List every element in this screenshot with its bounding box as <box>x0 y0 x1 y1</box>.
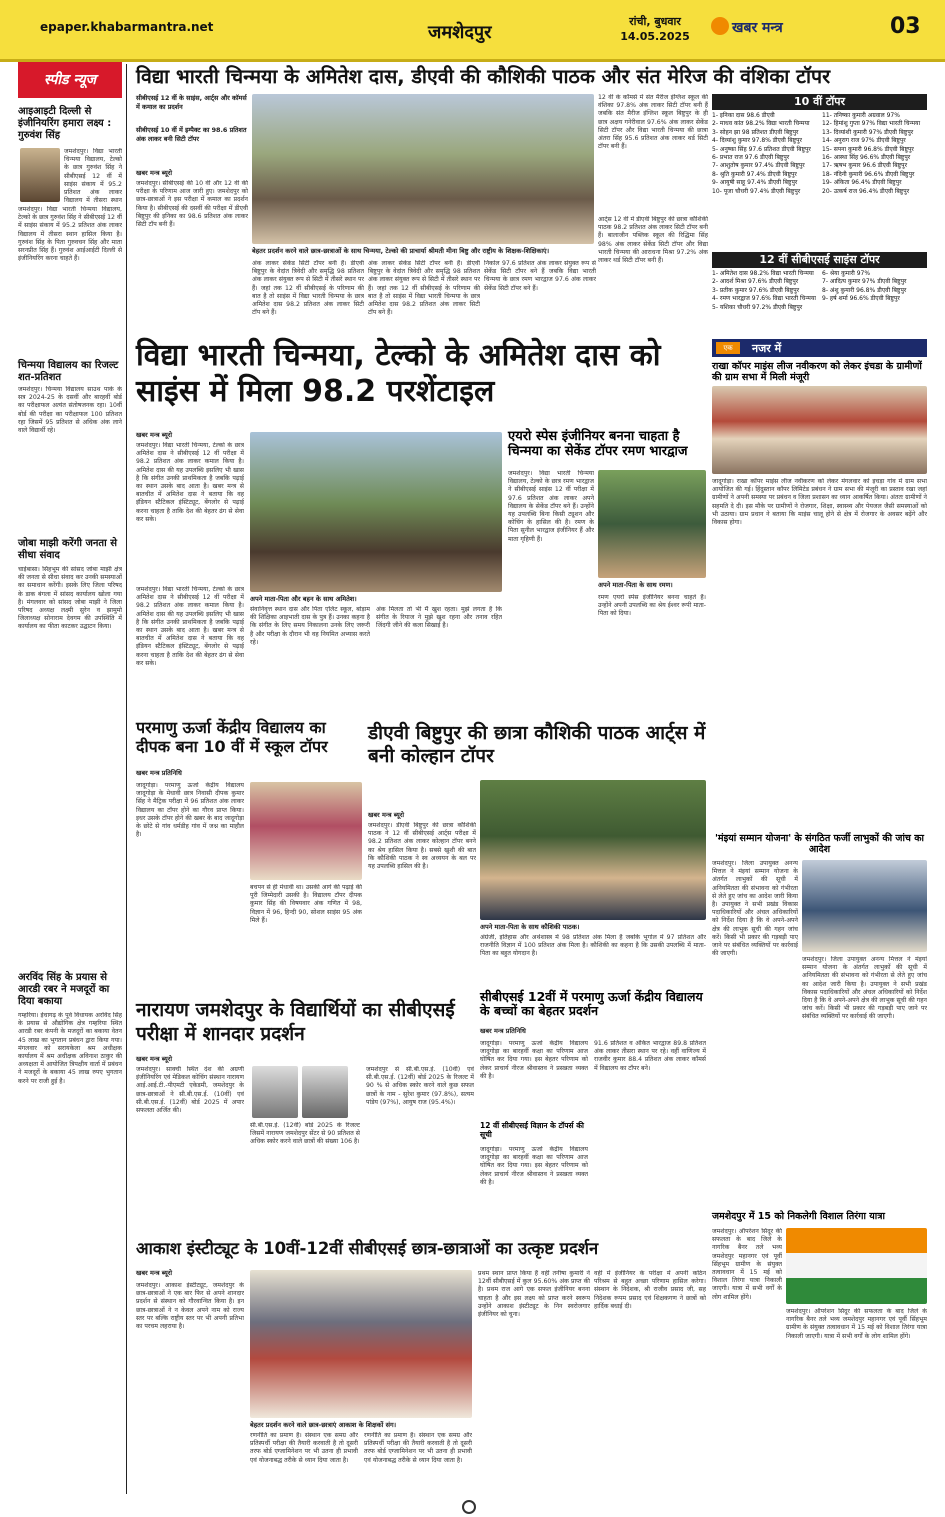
top-story-headline: विद्या भारती चिन्मया के अमितेश दास, डीएवी की कौशिकी पाठक और संत मेरिज की वंशिका टॉपर <box>136 65 831 88</box>
top-story-body1: जमशेदपुर। सीबीएसई की 10 वीं और 12 वीं की परीक्षा के परिणाम आज जारी हुए। जमशेदपुर को छात्र-छात्राओं ने इस परीक्षा में कमाल का प्रदर्शन किया है। सीबीएसई की दसवीं की परीक्षा में डीएवी बिष्टुपुर की इनिका का 98.6 प्रतिशत अंक लाकर सिटी टॉप बनी हैं। <box>136 180 248 229</box>
dc-office-photo <box>802 860 927 952</box>
topper-row: 14- अनुराग राज 97% डीएवी बिष्टुपुर <box>822 137 906 145</box>
aakash-body4: वहीं में इंजीनियर के परीक्षा में अपनी कठिन परिश्रम से बहुत अच्छा परिणाम हासिल करेगा। संस्थान के निदेशक, श्री राजीव प्रसाद जी, सह निदेशक रूपम प्रसाद एवं शिक्षकगण ने छात्रों को हार्दिक बधाई दी। <box>594 1270 706 1310</box>
topper-row: 5- अनुष्का सिंह 97.6 प्रतिशत डीएवी बिष्टुपुर <box>712 145 811 153</box>
speed-news-badge: स्पीड न्यूज <box>18 62 122 98</box>
rakha-headline: राखा कॉपर माइंस लीज नवीकरण को लेकर इंचडा के ग्रामीणों की ग्राम सभा में मिली मंजूरी <box>712 361 922 383</box>
aecs-headline: परमाणु ऊर्जा केंद्रीय विद्यालय का दीपक बना 10 वीं में स्कूल टॉपर <box>136 718 328 756</box>
topper-row: 15- सपना कुमारी 96.8% डीएवी बिष्टुपुर <box>822 145 914 153</box>
left-story2-body: जमशेदपुर। चिन्मया विद्यालय साउथ पार्क के सत्र 2024-25 के दसवीं और बारहवीं बोर्ड का परीक्षाफल अत्यंत संतोषजनक रहा। 10वीं बोर्ड की परीक्षा का परीक्षाफल 100 प्रतिशत रहा जिसमें 95 प्रतिशत से अधिक अंक लाने वाले विद्यार्थी रहे। <box>18 386 122 435</box>
kaushiki-byline: खबर मन्त्र ब्यूरो <box>368 811 405 819</box>
amitesh-body3: अंक मिलता तो भी मैं खुश रहता। मुझे लगता है कि संगीत के रियाज ने मुझे खुश रहना और तनाव रहित जिंदगी जीने की कला सिखाई है। <box>376 606 502 630</box>
page-number: 03 <box>890 14 921 39</box>
left-story4-body: गम्हरिया। ईचागढ़ के पूर्व विधायक अरविंद सिंह के प्रयास से औद्योगिक क्षेत्र गम्हरिया स्थित आरडी रबर कंपनी के मजदूरों का बकाया वेतन 45 लाख का भुगतान प्रबंधन द्वारा किया गया। मंगलवार को सरायकेला श्रम अधीक्षक कार्यालय में श्रम अधीक्षक अविनाश ठाकुर की अध्यक्षता में आयोजित त्रिपक्षीय वार्ता में प्रबंधन ने मजदूरों के बकाया 45 लाख रुपए भुगतान करने पर राजी हुई है। <box>18 1012 122 1085</box>
class10-toppers-list-right <box>822 112 928 196</box>
topper-row: 20- उत्कर्ष राज 96.4% डीएवी बिष्टुपुर <box>822 187 910 195</box>
raman-body2: रमण एयरो स्पेस इंजीनियर बनना चाहते हैं। उन्होंने अपनी उपलब्धि का श्रेय ईश्वर रूपी माता-पिता को दिया। <box>598 594 706 618</box>
topper-row: 8- श्रुति कुमारी 97.4% डीएवी बिष्टुपुर <box>712 170 797 178</box>
kaushiki-photo-caption: अपने माता-पिता के साथ कौशिकी पाठक। <box>480 923 580 931</box>
aecs12-byline: खबर मन्त्र प्रतिनिधि <box>480 1027 526 1035</box>
amitesh-byline: खबर मन्त्र ब्यूरो <box>136 431 173 439</box>
amitesh-body: जमशेदपुर। विद्या भारती चिन्मया, टेल्को के छात्र अमितेश दास ने सीबीएसई 12 वीं परीक्षा में 98.2 प्रतिशत अंक लाकर कमाल किया है। अमितेश दास की यह उपलब्धि इसलिए भी खास है कि संगीत उनकी प्राथमिकता है जबकि पढ़ाई का स्थान उसके बाद आता है। खबर मन्त्र से बातचीत में अमितेश दास ने बताया कि वह इंडियन स्टैटिकल इंस्टिट्यूट, बेंगलोर से पढ़ाई करना चाहता है ताकि देश की बेहतर ढंग से सेवा कर सके। <box>136 442 244 523</box>
class12-toppers-list-left <box>712 270 820 312</box>
top-story-body2: अंक लाकर सेकेंड सिटी टॉपर बनी हैं। डीएवी बिष्टुपुर के वेदांत त्रिवेदी और समृद्धि 98 प्रतिशत अंक लाकर संयुक्त रूप से सिटी में तीसरे स्थान पर हैं। जहां तक 12 वीं सीबीएसई के परिणाम की बात है तो साइंस में विद्या भारती चिन्मया के छात्र अमितेश दास 98.2 प्रतिशत अंक लाकर सिटी टॉप बने हैं। <box>252 260 364 317</box>
tiranga-headline: जमशेदपुर में 15 को निकलेगी विशाल तिरंगा यात्रा <box>712 1211 885 1222</box>
rakha-body: जादूगोड़ा। राखा कॉपर माइंस लीज नवीकरण को लेकर मंगलवार को इचड़ा गांव में ग्राम सभा आयोजित की गई। हिंदुस्तान कॉपर लिमिटेड प्रबंधन ने ग्राम सभा की मंजूरी का प्रस्ताव रखा जहां ग्रामीणों ने अपनी समस्या पर प्रबंधन व जिला प्रशासन का ध्यान आकर्षित किया। अंततः ग्रामीणों ने सहमति दे दी। इस मौके पर ग्रामीणों ने रोजगार, शिक्षा, स्वास्थ्य और पेयजल जैसी समस्याओं को भी उठाया। ग्राम प्रधान ने बताया कि माइंस चालू होने से क्षेत्र में रोजगार के अवसर बढ़ेंगे और विकास होगा। <box>712 478 927 527</box>
aecs12-body2: 91.6 प्रतिशत व अंकित भारद्वाज 89.8 प्रतिशत अंक लाकर तीसरा स्थान पर रहे। वहीं वाणिज्य में राजवीर कुमार 88.4 प्रतिशत अंक लाकर कॉमर्स में विद्यालय का टॉपर बने। <box>594 1040 706 1072</box>
kaushiki-headline: डीएवी बिष्टुपुर की छात्रा कौशिकी पाठक आर्ट्स में बनी कोल्हान टॉपर <box>368 722 706 767</box>
dateline <box>615 14 695 44</box>
topper-row: 16- आस्था सिंह 96.6% डीएवी बिष्टुपुर <box>822 154 911 162</box>
top-story-byline: खबर मन्त्र ब्यूरो <box>136 169 173 177</box>
topper-row: 13- दिव्यांशी कुमारी 97% डीएवी बिष्टुपुर <box>822 128 914 136</box>
maiyan-body: जमशेदपुर। जिला उपायुक्त अनन्य मित्तल ने मंइयां सम्मान योजना के अंतर्गत लाभुकों की सूची में अनियमितता की संभावना को गंभीरता से लेते हुए जांच का आदेश जारी किया है। उपायुक्त ने सभी प्रखंड विकास पदाधिकारियों और अंचल अधिकारियों को निर्देश दिया है कि वे अपने-अपने क्षेत्र की लाभुक सूची की गहन जांच करें। किसी भी प्रकार की गड़बड़ी पाए जाने पर संबंधित व्यक्तियों पर कार्रवाई की जाएगी। <box>712 860 798 958</box>
class12-science-toppers-title: 12 वीं सीबीएसई साइंस टॉपर <box>712 252 927 268</box>
top-story-bullet2: सीबीएसई 10 वीं में इम्पैक्ट का 98.6 प्रतिशत अंक लाकर बनी सिटी टॉपर <box>136 126 247 143</box>
topper-row: 4- दिव्यांशु कुमार 97.8% डीएवी बिष्टुपुर <box>712 137 803 145</box>
aakash-body: जमशेदपुर। आकाश इंस्टीट्यूट, जमशेदपुर के छात्र-छात्राओं ने एक बार फिर से अपने शानदार प्रदर्शन से संस्थान को गौरवान्वित किया है। इन छात्र-छात्राओं ने न केवल अपने नाम को राज्य स्तर पर बल्कि राष्ट्रीय स्तर पर भी अपनी प्रतिभा का परचम लहराया है। <box>136 1282 244 1331</box>
kaushiki-body: जमशेदपुर। डीएवी बिष्टुपुर की छात्रा कौशिकी पाठक ने 12 वीं सीबीएसई आर्ट्स परीक्षा में 98.2 प्रतिशत अंक लाकर कोल्हान टॉपर बनने का श्रेय हासिल किया है। सबसे खुशी की बात कि कौशिकी पाठक ने स्व अध्ययन के बल पर यह उपलब्धि हासिल की है। <box>368 822 476 871</box>
amitesh-photo-caption: अपने माता-पिता और बहन के साथ अमितेश। <box>250 595 357 603</box>
top-story-body5: आर्ट्स 12 वीं में डीएवी बिष्टुपुर की छात्रा कौशिकी पाठक 98.2 प्रतिशत अंक लाकर सिटी टॉपर बनी हैं। बालाजीन पब्लिक स्कूल की रिद्धिमा सिंह 98% अंक लाकर सेकेंड सिटी टॉपर और विद्या भारती चिन्मया की आराधना मिश्रा 97.2% अंक लाकर थर्ड सिटी टॉपर बनी हैं। <box>598 216 708 265</box>
tiranga-body: जमशेदपुर। ऑपरेशन सिंदूर की सफलता के बाद जिले के नागरिक बैनर तले भव्य जमशेदपुर महानगर एवं पूर्वी सिंहभूम ग्रामीण के संयुक्त तत्वावधान में 15 मई को विशाल तिरंगा यात्रा निकाली जाएगी। यात्रा में सभी वर्गों के लोग शामिल होंगे। <box>712 1228 782 1301</box>
top-story-bullet1: सीबीएसई 12 वीं के साइंस, आर्ट्स और कॉमर्स में कमाल का प्रदर्शन <box>136 94 247 111</box>
raman-family-photo <box>598 470 706 578</box>
class12-toppers-list-right <box>822 270 928 304</box>
narayana-student-photo-2 <box>302 1066 348 1118</box>
registration-mark-icon <box>462 1500 476 1514</box>
class10-toppers-list-left <box>712 112 820 196</box>
kaushiki-body2: अंग्रेजी, इतिहास और अर्थशास्त्र में 98 प्रतिशत अंक मिला है जबकि भूगोल में 97 प्रतिशत और राजनीति विज्ञान में 100 प्रतिशत अंक मिला है। कौशिकी का कहना है कि उसकी उपलब्धि में माता-पिता का बहुत योगदान है। <box>480 934 706 958</box>
topper-row: 6- श्रेया कुमारी 97% <box>822 270 871 277</box>
topper-row: 17- ऋषभ कुमार 96.6 डीएवी बिष्टुपुर <box>822 162 908 170</box>
narayana-body: जमशेदपुर। साक्ची स्थित देश की अग्रणी इंजीनियरिंग एवं मेडिकल कोचिंग संस्थान नारायण आई.आई.टी.-पीएमटी एकेडमी, जमशेदपुर के छात्र-छात्राओं ने सी.बी.एस.ई. (10वीं) एवं सी.बी.एस.ई. (12वीं) बोर्ड 2025 में अपार सफलता अर्जित की। <box>136 1066 244 1115</box>
narayana-body3: जमशेदपुर से सी.बी.एस.ई. (10वीं) एवं सी.बी.एस.ई. (12वीं) बोर्ड 2025 के रिजल्ट में 90 % से अधिक स्कोर करने वाले कुछ सफल छात्रों के नाम - सुरेश कुमार (97.8%), सत्यम पांडेय (97%), आयुष राज (95.4%)। <box>366 1066 474 1106</box>
brand-name: खबर मन्त्र <box>732 20 783 36</box>
top-story-photo-caption: बेहतर प्रदर्शन करने वाले छात्र-छात्राओं के साथ चिन्मया, टेल्को की प्राचार्या श्रीमती मीना बिष्टु और राष्ट्रीय के शिक्षक-शिक्षिकाएं। <box>252 247 550 255</box>
aakash-body2: रणनीति का प्रमाण है। संस्थान एक समग्र और प्रतिस्पर्धी परीक्षा की तैयारी करवाती है तो दूसरी तरफ बोर्ड एग्जामिनेशन पर भी उतना ही प्रभावी एवं योजनाबद्ध तरीके से ध्यान दिया जाता है। <box>250 1432 358 1464</box>
left-story1-body-b: जमशेदपुर। विद्या भारती चिन्मया विद्यालय, टेल्को के छात्र गुरुवंश सिंह ने सीबीएसई 12 वीं में साइंस संकाय में 95.2 प्रतिशत अंक लाकर विद्यालय में तीसरा स्थान हासिल किया है। गुरुवंश सिंह के पिता गुरुवचन सिंह और माता सरनप्रीत सिंह हैं। गुरुवंश आईआईटी दिल्ली से इंजीनियरिंग करना चाहते हैं। <box>18 206 122 263</box>
amitesh-body2: सेवानिवृत्त स्थान दास और पिता एलिट स्कूल, बोड़ाम की शिक्षिका आइभाती दास के पुत्र हैं। उनका कहना है कि संगीत के लिए समय निकालना उनके लिए जरूरी है और परीक्षा के दौरान भी वह नियमित अभ्यास करते रहे। <box>250 606 370 646</box>
amitesh-body-cont: जमशेदपुर। विद्या भारती चिन्मया, टेल्को के छात्र अमितेश दास ने सीबीएसई 12 वीं परीक्षा में 98.2 प्रतिशत अंक लाकर कमाल किया है। अमितेश दास की यह उपलब्धि इसलिए भी खास है कि संगीत उनकी प्राथमिकता है जबकि पढ़ाई का स्थान उसके बाद आता है। खबर मन्त्र से बातचीत में अमितेश दास ने बताया कि वह इंडियन स्टैटिकल इंस्टिट्यूट, बेंगलोर से पढ़ाई करना चाहता है ताकि देश की बेहतर ढंग से सेवा कर सके। <box>136 586 244 667</box>
topper-row: 2- माधव कांत 98.2% विद्या भारती चिन्मया <box>712 120 810 128</box>
raman-body: जमशेदपुर। विद्या भारती चिन्मया विद्यालय, टेल्को के छात्र रमण भारद्वाज ने सीबीएसई साइंस 12 वीं परीक्षा में 97.6 प्रतिशत अंक लाकर अपने विद्यालय के सेकेंड टॉपर बने हैं। उन्होंने यह उपलब्धि बिना किसी ट्यूशन और कोचिंग के हासिल की है। रमण के पिता सुनील भारद्वाज इंजीनियर हैं और माता गृहिणी हैं। <box>508 470 594 543</box>
maiyan-headline: 'मंइयां सम्मान योजना' के संगठित फर्जी लाभुकों की जांच का आदेश <box>714 833 925 855</box>
aecs-student-photo <box>250 782 362 880</box>
topper-row: 2- आदर्श मिश्रा 97.6% डीएवी बिष्टुपुर <box>712 278 799 286</box>
narayana-student-photo-1 <box>252 1066 298 1118</box>
topper-row: 9- हर्ष शर्मा 96.6% डीएवी बिष्टुपुर <box>822 295 900 303</box>
narayana-headline: नारायण जमशेदपुर के विद्यार्थियों का सीबीएसई परीक्षा में शानदार प्रदर्शन <box>136 999 455 1045</box>
raman-headline: एयरो स्पेस इंजीनियर बनना चाहता है चिन्मया का सेकेंड टॉपर रमण भारद्वाज <box>508 429 688 459</box>
nazar-tag: एक <box>716 342 740 354</box>
top-story-body2b: अंक लाकर सेकेंड सिटी टॉपर बनी हैं। डीएवी बिष्टुपुर के वेदांत त्रिवेदी और समृद्धि 98 प्रतिशत अंक लाकर संयुक्त रूप से सिटी में तीसरे स्थान पर हैं। जहां तक 12 वीं सीबीएसई के परिणाम की बात है तो साइंस में विद्या भारती चिन्मया के छात्र अमितेश दास 98.2 प्रतिशत अंक लाकर सिटी टॉप बने हैं। <box>368 260 480 317</box>
left-story1-body-a: जमशेदपुर। विद्या भारती चिन्मया विद्यालय, टेल्को के छात्र गुरुवंश सिंह ने सीबीएसई 12 वीं में साइंस संकाय में 95.2 प्रतिशत अंक लाकर विद्यालय में तीसरा स्थान <box>64 148 122 204</box>
aakash-photo-caption: बेहतर प्रदर्शन करने वाले छात्र-छात्राएं आकाश के शिक्षकों संग। <box>250 1421 397 1429</box>
topper-row: 12- हिमांशु गुप्ता 97% विद्या भारती चिन्मया <box>822 120 921 128</box>
topper-row: 7- आदित्य कुमार 97% डीएवी बिष्टुपुर <box>822 278 907 286</box>
left-story2-headline: चिन्मया विद्यालय का रिजल्ट शत-प्रतिशत <box>18 360 119 383</box>
topper-row: 19- अंकिता 96.4% डीएवी बिष्टुपुर <box>822 179 902 187</box>
topper-row: 10- पूजा चौधरी 97.4% डीएवी बिष्टुपुर <box>712 187 801 195</box>
aecs12-subhead: 12 वीं सीबीएसई विज्ञान के टॉपर्स की सूची <box>480 1121 584 1139</box>
topper-row: 3- प्रतीक कुमार 97.6% डीएवी बिष्टुपुर <box>712 286 800 294</box>
nazar-bar: नजर में <box>712 339 927 357</box>
aecs-body: जादूगोड़ा। परमाणु ऊर्जा केंद्रीय विद्यालय जादूगोड़ा के मेधावी छात्र निवासी दीपक कुमार सिंह ने मैट्रिक परीक्षा में 96 प्रतिशत अंक लाकर विद्यालय का टॉपर होने का गौरव प्राप्त किया। इधर उसके टॉपर होने की खबर के बाद जादूगोड़ा के छोटे से गांव धर्मडीह गांव में जश्न का माहौल है। <box>136 782 244 839</box>
section-title: जमशेदपुर <box>428 22 492 43</box>
topper-row: 11- तनिष्का कुमारी अग्रवाल 97% <box>822 112 900 119</box>
column-divider <box>126 64 127 1494</box>
top-story-group-photo <box>252 94 594 244</box>
amitesh-family-photo <box>250 432 502 592</box>
topper-row: 18- नंदिनी कुमारी 96.6% डीएवी बिष्टुपुर <box>822 170 915 178</box>
aecs-body2: बचपन से ही मेधावी था। उसकी आगे की पढ़ाई की पूरी जिम्मेदारी उसकी है। विद्यालय टॉपर दीपक कुमार सिंह की विषयवार अंक गणित में 98, विज्ञान में 96, हिन्दी 90, सोशल साइंस 95 अंक मिले हैं। <box>250 884 362 924</box>
aecs-byline: खबर मन्त्र प्रतिनिधि <box>136 769 182 777</box>
raman-photo-caption: अपने माता-पिता के साथ रमण। <box>598 581 673 589</box>
left-story3-body: चाईबासा। सिंहभूम की सांसद जोबा माझी क्षेत्र की जनता से सीधा संवाद कर उनकी समस्याओं का समाधान करेंगी। इसके लिए जिला परिषद के डाक बंगला में सांसद कार्यालय खोला गया है। मंगलवार को सांसद जोबा माझी ने जिला परिषद अध्यक्ष लक्ष्मी सुरेन व झामुमो जिलाध्यक्ष सोनाराम देवगम की उपस्थिति में कार्यालय का फीता काटकर उद्घाटन किया। <box>18 566 122 631</box>
top-story-body3: निकोल 97.6 प्रतिशत अंक लाकर संयुक्त रूप से सेकेंड सिटी टॉपर बने हैं जबकि विद्या भारती चिन्मया के छात्र रमण भारद्वाज 97.6 अंक लाकर सेकेंड सिटी टॉपर बने हैं। <box>484 260 596 292</box>
aakash-body3: प्रथम स्थान प्राप्त किया है वहीं तनीषा कुमारी ने 12वीं सीबीएसई में कुल 95.60% अंक प्राप्त की है। प्रथम राज आगे एक सफल इंजीनियर बनना चाहता है और इस लक्ष्य को प्राप्त करने स्वरूप उन्होंने आकाश इंस्टीट्यूट के निन स्वरोजगार इंजीनियर को चुना। <box>478 1270 590 1319</box>
aakash-group-photo <box>250 1270 472 1418</box>
topper-row: 7- आशुतोष कुमार 97.4% डीएवी बिष्टुपुर <box>712 162 805 170</box>
aecs12-headline: सीबीएसई 12वीं में परमाणु ऊर्जा केंद्रीय विद्यालय के बच्चों का बेहतर प्रदर्शन <box>480 989 703 1019</box>
topper-row: 4- रमण भारद्वाज 97.6% विद्या भारती चिन्मया <box>712 295 816 303</box>
aakash-body2b: रणनीति का प्रमाण है। संस्थान एक समग्र और प्रतिस्पर्धी परीक्षा की तैयारी करवाती है तो दूसरी तरफ बोर्ड एग्जामिनेशन पर भी उतना ही प्रभावी एवं योजनाबद्ध तरीके से ध्यान दिया जाता है। <box>364 1432 472 1464</box>
kaushiki-family-photo <box>480 780 706 920</box>
city-day: रांची, बुधवार <box>629 15 681 28</box>
top-story-body4: 12 वीं के कॉमर्स में संत मैरीज इंग्लिश स्कूल की वंशिका 97.8% अंक लाकर सिटी टॉपर बनी हैं जबकि संत मैरीज इंग्लिश स्कूल बिष्टुपुर के ही छात्र अक्षय गनेरीवाल 97.6% अंक लाकर सेकेंड सिटी टॉपर और विद्या भारती चिन्मया की छात्रा अंतरा सिंह 95.6 प्रतिशत अंक लाकर थर्ड सिटी टॉपर बनी हैं। <box>598 94 708 151</box>
aecs12-body: जादूगोड़ा। परमाणु ऊर्जा केंद्रीय विद्यालय जादूगोड़ा का बारहवीं कक्षा का परिणाम आज घोषित कर दिया गया। इस बेहतर परिणाम को लेकर प्राचार्य नीरज श्रीवास्तव ने प्रसन्नता व्यक्त की है। <box>480 1040 588 1080</box>
aakash-headline: आकाश इंस्टीट्यूट के 10वीं-12वीं सीबीएसई छात्र-छात्राओं का उत्कृष्ट प्रदर्शन <box>136 1239 599 1258</box>
topper-row: 1- अमितेश दास 98.2% विद्या भारती चिन्मया <box>712 270 814 277</box>
student-photo <box>20 148 60 202</box>
class10-toppers-title: 10 वीं टॉपर <box>712 94 927 110</box>
narayana-byline: खबर मन्त्र ब्यूरो <box>136 1055 173 1063</box>
amitesh-headline: विद्या भारती चिन्मया, टेल्को के अमितेश दास को साइंस में मिला 98.2 परशेंटाइल <box>136 338 661 409</box>
topper-row: 6- प्रभात राज 97.6 डीएवी बिष्टुपुर <box>712 154 790 162</box>
topper-row: 1- इनिका दास 98.6 डीएवी <box>712 112 775 119</box>
aecs12-body-cont: जादूगोड़ा। परमाणु ऊर्जा केंद्रीय विद्यालय जादूगोड़ा का बारहवीं कक्षा का परिणाम आज घोषित कर दिया गया। इस बेहतर परिणाम को लेकर प्राचार्य नीरज श्रीवास्तव ने प्रसन्नता व्यक्त की है। <box>480 1146 588 1186</box>
masthead <box>0 0 945 62</box>
topper-row: 9- आयुषी साहू 97.4% डीएवी बिष्टुपुर <box>712 179 798 187</box>
topper-row: 8- अंशु कुमारी 96.8% डीएवी बिष्टुपुर <box>822 286 907 294</box>
narayana-body2: सी.बी.एस.ई. (12वीं) बोर्ड 2025 के रिजल्ट जिसमें नारायण जमशेदपुर सेंटर से 90 प्रतिशत से अधिक स्कोर करने वाले छात्रों की संख्या 106 है। <box>250 1122 360 1146</box>
left-story3-headline: जोबा माझी करेंगी जनता से सीधा संवाद <box>18 538 117 561</box>
site-url[interactable]: epaper.khabarmantra.net <box>40 20 214 34</box>
left-story1-headline: आइआइटी दिल्ली से इंजीनियरिंग हमारा लक्ष्य : गुरुवंश सिंह <box>18 106 112 141</box>
topper-row: 5- यशिका चौधरी 97.2% डीएवी बिष्टुपुर <box>712 303 803 311</box>
left-story4-headline: अरविंद सिंह के प्रयास से आरडी रबर ने मजदूरों का दिया बकाया <box>18 972 110 1007</box>
aakash-byline: खबर मन्त्र ब्यूरो <box>136 1269 173 1277</box>
issue-date: 14.05.2025 <box>620 30 690 43</box>
maiyan-body-cont: जमशेदपुर। जिला उपायुक्त अनन्य मित्तल ने मंइयां सम्मान योजना के अंतर्गत लाभुकों की सूची में अनियमितता की संभावना को गंभीरता से लेते हुए जांच का आदेश जारी किया है। उपायुक्त ने सभी प्रखंड विकास पदाधिकारियों और अंचल अधिकारियों को निर्देश दिया है कि वे अपने-अपने क्षेत्र की लाभुक सूची की गहन जांच करें। किसी भी प्रकार की गड़बड़ी पाए जाने पर संबंधित व्यक्तियों पर कार्रवाई की जाएगी। <box>802 956 927 1021</box>
topper-row: 3- सोहन झा 98 प्रतिशत डीएवी बिष्टुपुर <box>712 128 799 136</box>
brand-logo-icon <box>711 17 729 35</box>
gram-sabha-photo <box>712 386 927 474</box>
tiranga-body-cont: जमशेदपुर। ऑपरेशन सिंदूर की सफलता के बाद जिले के नागरिक बैनर तले भव्य जमशेदपुर महानगर एवं पूर्वी सिंहभूम ग्रामीण के संयुक्त तत्वावधान में 15 मई को विशाल तिरंगा यात्रा निकाली जाएगी। यात्रा में सभी वर्गों के लोग शामिल होंगे। <box>786 1308 927 1340</box>
tiranga-photo <box>786 1228 927 1304</box>
